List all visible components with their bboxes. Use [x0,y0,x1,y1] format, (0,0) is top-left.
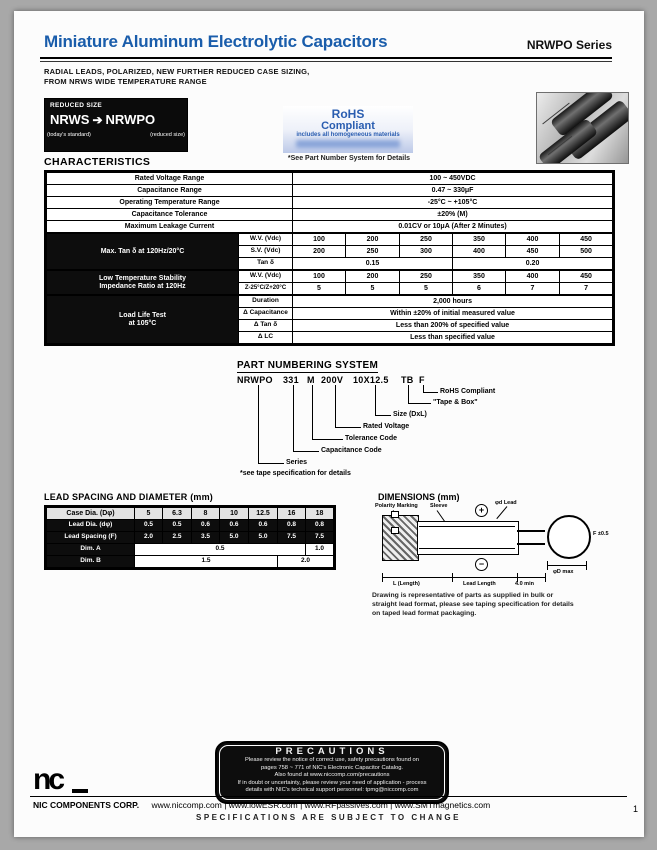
wv-value: 350 [453,233,506,246]
lead-dia-value: 0.8 [278,520,306,532]
tan-delta-low: 0.15 [293,258,453,271]
precautions-line: Please review the notice of correct use, safety precautions found on [244,757,419,763]
char-label: Rated Voltage Range [47,173,293,185]
load-life-row-value: Less than 200% of specified value [293,320,613,332]
sleeve-line [419,548,515,549]
pn-label-size: Size (DxL) [393,411,427,418]
z-value: 5 [400,283,453,296]
dimensions-heading: DIMENSIONS (mm) [378,492,460,502]
length-dim-label: L (Length) [393,581,420,587]
lead-wire [517,530,545,532]
sleeve-line [419,526,515,527]
pn-label-series: Series [286,459,308,466]
z-value: 6 [453,283,506,296]
sv-value: 500 [560,246,613,258]
wv-value: 250 [400,233,453,246]
rohs-title: RoHS [331,107,365,121]
lead-dia-value: 0.6 [192,520,220,532]
lead-label: φd Lead [495,500,517,506]
sv-value: 250 [346,246,400,258]
char-value: 0.01CV or 10μA (After 2 Minutes) [293,221,613,234]
case-dia-value: 8 [192,508,220,520]
dimension-line [547,565,587,566]
lead-spacing-value: 5.0 [249,532,278,544]
wv-value: 250 [400,270,453,283]
char-label: Capacitance Tolerance [47,209,293,221]
z-value: 5 [346,283,400,296]
lead-table-heading: LEAD SPACING AND DIAMETER (mm) [44,492,214,502]
nic-logo: nc [33,763,63,796]
footer-company: NIC COMPONENTS CORP. [33,800,140,810]
sv-value: 200 [293,246,346,258]
pointer-line [496,506,507,519]
pn-segment-voltage: 200V [321,375,344,385]
lead-dia-value: 0.5 [163,520,192,532]
lead-dia-value: 0.6 [220,520,249,532]
wv-value: 200 [346,270,400,283]
product-photo [536,92,629,164]
char-value: ±20% (M) [293,209,613,221]
lead-dia-value: 0.8 [306,520,334,532]
sv-value: 450 [506,246,560,258]
table-row [47,295,613,308]
z-value: 7 [560,283,613,296]
lead-dia-label: Lead Dia. (dφ) [47,520,135,532]
footer-rule [30,796,627,797]
table-row [47,520,334,532]
case-dia-value: 5 [135,508,163,520]
case-dia-value: 18 [306,508,334,520]
precautions-line: If in doubt or uncertainty, please review your need of application - process [237,779,427,786]
char-value: 0.47 ~ 330μF [293,185,613,197]
table-row [47,270,613,283]
case-dia-value: 12.5 [249,508,278,520]
dimensions-note: Drawing is representative of parts as supplied in bulk or straight lead format, please see taping specification for details on taped lead format packaging. [372,592,574,618]
dim-b-last: 2.0 [278,556,334,568]
pn-segment-capacitance: 331 [283,375,299,385]
rohs-blurred-text [296,140,400,148]
footer-tagline: SPECIFICATIONS ARE SUBJECT TO CHANGE [196,813,461,822]
lead-spacing-value: 2.5 [163,532,192,544]
spacing-dim-label: F ±0.5 [593,531,609,537]
page-title: Miniature Aluminum Electrolytic Capacitors [44,32,388,51]
wv-label: W.V. (Vdc) [239,270,293,283]
table-row [47,233,613,246]
plus-polarity-icon: + [475,504,488,517]
minus-polarity-icon: − [475,558,488,571]
load-life-label: Load Life Test at 105°C [47,295,239,344]
load-life-row-value: 2,000 hours [293,295,613,308]
case-dia-value: 6.3 [163,508,192,520]
wv-value: 350 [453,270,506,283]
pn-connector [293,385,319,452]
sv-value: 400 [453,246,506,258]
lead-spacing-label: Lead Spacing (F) [47,532,135,544]
precautions-inner-border [219,745,445,800]
dim-a-last: 1.0 [306,544,334,556]
char-label: Capacitance Range [47,185,293,197]
wv-value: 450 [560,270,613,283]
series-to-caption: (reduced size) [150,132,185,138]
dimension-tick [452,573,453,582]
dim-a-label: Dim. A [47,544,135,556]
case-dia-label: Case Dia. (Dφ) [47,508,135,520]
low-temp-label: Low Temperature Stability Impedance Ratio at 120Hz [47,270,239,295]
tan-delta-high: 0.20 [453,258,613,271]
part-number-note: *See Part Number System for Details [287,155,411,162]
pn-label-capacitance: Capacitance Code [321,447,382,454]
wv-value: 200 [346,233,400,246]
z-value: 7 [506,283,560,296]
sleeve-label: Sleeve [430,503,448,509]
precautions-line: Also found at www.niccomp.com/precautions [274,772,390,779]
char-value: 100 ~ 450VDC [293,173,613,185]
lead-spacing-value: 2.0 [135,532,163,544]
pn-label-voltage: Rated Voltage [363,423,410,430]
load-life-row-value: Within ±20% of initial measured value [293,308,613,320]
dimension-tick [586,561,587,570]
pn-footnote: *see tape specification for details [240,470,351,477]
table-row [47,209,613,221]
vent-hatch [382,515,419,561]
dimension-line [517,577,545,578]
dimensions-drawing [375,500,627,589]
load-life-row-label: Δ LC [239,332,293,344]
wv-value: 100 [293,233,346,246]
tan-delta-label: Max. Tan δ at 120Hz/20°C [47,233,239,270]
pn-connector [258,385,284,464]
lead-dia-value: 0.5 [135,520,163,532]
dim-b-main: 1.5 [135,556,278,568]
lead-spacing-table [44,505,336,570]
load-life-row-label: Duration [239,295,293,308]
sv-label: S.V. (Vdc) [239,246,293,258]
pn-connector [408,385,431,404]
pn-segment-rohs: F [419,375,425,385]
series-from: NRWS [50,112,90,127]
pn-label-packaging: "Tape & Box" [433,399,478,406]
wv-label: W.V. (Vdc) [239,233,293,246]
rohs-materials-note: includes all homogeneous materials [296,132,400,139]
pn-segment-size: 10X12.5 [353,375,389,385]
diameter-dim-label: φD max [553,569,574,575]
dimension-line [382,577,517,578]
wv-value: 100 [293,270,346,283]
case-dia-value: 16 [278,508,306,520]
lead-pad [391,511,399,518]
tagline-line1: RADIAL LEADS, POLARIZED, NEW FURTHER REDUCED CASE SIZING, [44,67,310,76]
impedance-ratio-label: Z-25°C/Z+20°C [239,283,293,296]
table-row [47,185,613,197]
table-row [47,197,613,209]
char-label: Maximum Leakage Current [47,221,293,234]
table-row [47,508,334,520]
precautions-box [215,741,449,804]
series-name: NRWPO Series [526,38,612,52]
char-value: -25°C ~ +105°C [293,197,613,209]
header-rule-thin [40,61,612,62]
dimension-tick [545,573,546,582]
lead-spacing-value: 7.5 [278,532,306,544]
part-numbering-heading: PART NUMBERING SYSTEM [237,360,379,371]
series-to: NRWPO [105,112,156,127]
table-row [47,556,334,568]
table-row [47,532,334,544]
lead-wire [517,543,545,545]
pn-segment-packaging: TB [401,375,414,385]
sv-value: 300 [400,246,453,258]
table-row [47,173,613,185]
tagline-line2: FROM NRWS WIDE TEMPERATURE RANGE [44,77,207,86]
char-label: Operating Temperature Range [47,197,293,209]
wv-value: 400 [506,233,560,246]
lead-spacing-value: 7.5 [306,532,334,544]
arrow-right-icon: ➔ [92,112,103,127]
pn-segment-series: NRWPO [237,375,273,385]
dimension-tick [547,561,548,570]
load-life-row-label: Δ Capacitance [239,308,293,320]
reduced-size-box [44,98,188,152]
precautions-heading: PRECAUTIONS [275,746,389,757]
lead-length-dim-label: Lead Length [463,581,496,587]
table-row [47,544,334,556]
tip-dim-label: 4.0 min [515,581,534,587]
pn-label-tolerance: Tolerance Code [345,435,397,442]
load-life-row-label: Δ Tan δ [239,320,293,332]
characteristics-table [44,170,615,346]
series-from-caption: (today's standard) [47,132,91,138]
table-row [47,221,613,234]
polarity-marking-label: Polarity Marking [375,503,418,509]
footer-links: www.niccomp.com | www.lowESR.com | www.RFpassives.com | www.SMTmagnetics.com [151,800,491,810]
pn-label-rohs: RoHS Compliant [440,388,496,395]
lead-dia-value: 0.6 [249,520,278,532]
rohs-badge [283,106,413,153]
tan-delta-sub-label: Tan δ [239,258,293,271]
page-number: 1 [633,804,639,814]
precautions-line: pages 758 ~ 771 of NIC's Electronic Capacitor Catalog. [260,764,404,771]
lead-spacing-value: 5.0 [220,532,249,544]
z-value: 5 [293,283,346,296]
dimension-tick [382,573,383,582]
characteristics-heading: CHARACTERISTICS [44,156,151,168]
reduced-size-heading: REDUCED SIZE [50,102,102,109]
wv-value: 450 [560,233,613,246]
dim-a-main: 0.5 [135,544,306,556]
load-life-row-value: Less than specified value [293,332,613,344]
dim-b-label: Dim. B [47,556,135,568]
header-rule [40,57,612,59]
lead-spacing-value: 3.5 [192,532,220,544]
rohs-subtitle-bold: Compliant [321,119,375,132]
wv-value: 400 [506,270,560,283]
lead-pad [391,527,399,534]
capacitor-end-view [547,515,591,559]
pn-segment-tolerance: M [307,375,315,385]
precautions-line: details with NIC's technical support personnel: tpmg@niccomp.com [245,787,419,794]
nic-logo-bar [72,789,88,793]
case-dia-value: 10 [220,508,249,520]
pn-connector [375,385,391,416]
